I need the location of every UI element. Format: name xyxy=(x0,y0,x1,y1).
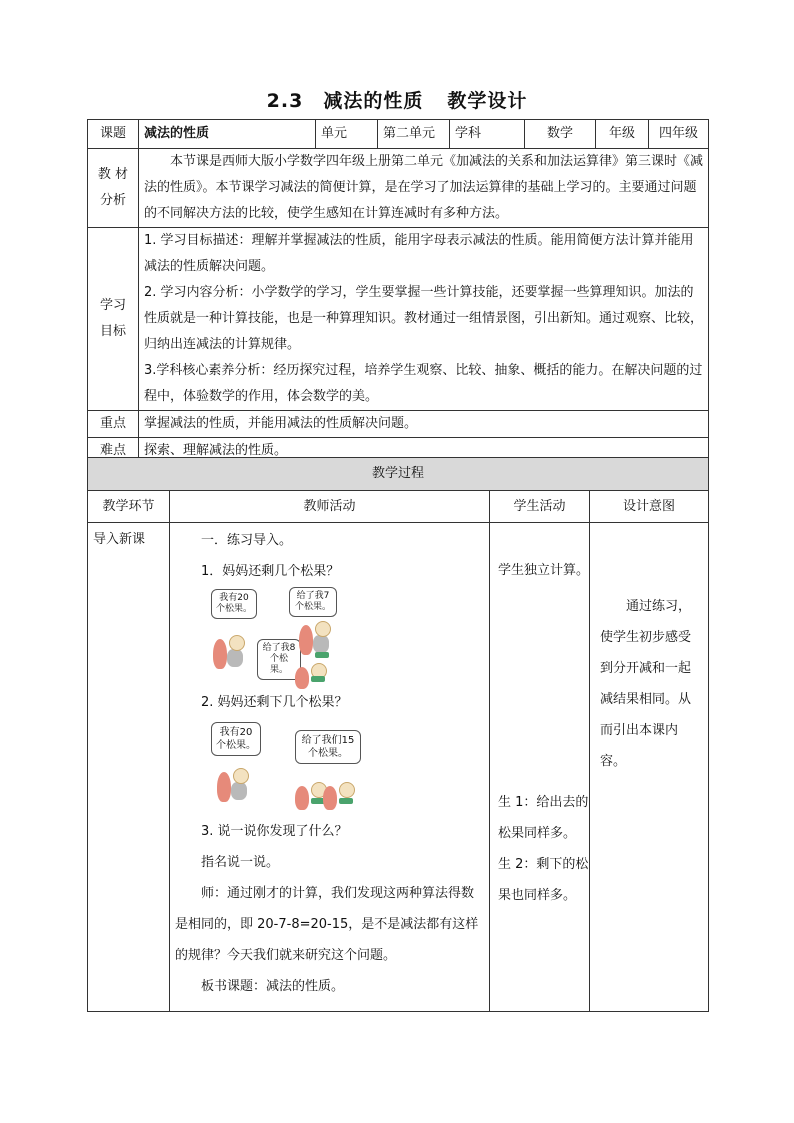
title-sub: 教学设计 xyxy=(447,90,528,112)
subject-label: 学科 xyxy=(450,120,525,149)
analysis-label-line2: 分析 xyxy=(99,193,126,208)
header-teacher: 教师活动 xyxy=(170,491,490,523)
goal-3: 3.学科核心素养分析：经历探究过程，培养学生观察、比较、抽象、概括的能力。在解决问题的过程中，体验数学的作用，体会数学的美。 xyxy=(144,363,703,404)
header-student: 学生活动 xyxy=(490,491,590,523)
speech-bubble: 给了我7个松果。 xyxy=(289,587,337,617)
goal-label-line2: 目标 xyxy=(99,324,126,339)
page-title xyxy=(0,86,794,113)
difficulty-text: 探索、理解减法的性质。 xyxy=(139,438,709,465)
teacher-activity xyxy=(170,523,490,1012)
speech-bubble: 给了我们15个松果。 xyxy=(295,730,361,764)
intro-heading: 一．练习导入。 xyxy=(201,533,293,548)
design-text: 通过练习，使学生初步感受到分开减和一起减结果相同。从而引出本课内容。 xyxy=(600,599,692,769)
squirrel-child-icon xyxy=(305,661,329,687)
call-on-students: 指名说一说。 xyxy=(201,855,280,870)
stage-cell: 导入新课 xyxy=(88,523,170,1012)
goal-label-line1: 学习 xyxy=(99,298,126,313)
speech-bubble: 给了我8个松果。 xyxy=(257,639,301,680)
squirrel-mother-icon xyxy=(227,766,251,812)
question-3: 3. 说一说你发现了什么？ xyxy=(201,824,348,839)
squirrel-mother-icon xyxy=(223,633,247,673)
speech-bubble: 我有20个松果。 xyxy=(211,589,257,619)
analysis-label xyxy=(88,149,139,228)
analysis-text: 本节课是西师大版小学数学四年级上册第二单元《加减法的关系和加法运算律》第三课时《减法的性质》。本节课学习减法的简便计算，是在学习了加法运算律的基础上学习的。主要通过问题的不同解决方法的比较，使学生感知在计算连减时有多种方法。 xyxy=(139,149,709,228)
speech-bubble: 我有20个松果。 xyxy=(211,722,261,756)
question-1: 1．妈妈还剩几个松果？ xyxy=(201,564,340,579)
squirrel-child-icon xyxy=(309,619,333,659)
grade-label: 年级 xyxy=(596,120,649,149)
squirrel-child-icon xyxy=(333,780,357,812)
grade-value: 四年级 xyxy=(649,120,709,149)
goal-text xyxy=(139,228,709,411)
header-design: 设计意图 xyxy=(590,491,709,523)
analysis-label-line1: 教 材 xyxy=(97,167,129,182)
student-answer-2: 生 1：给出去的松果同样多。 xyxy=(498,795,589,841)
squirrel-picture-2 xyxy=(201,718,484,816)
difficulty-label: 难点 xyxy=(88,438,139,465)
design-intent xyxy=(590,523,709,1012)
goal-1: 1. 学习目标描述：理解并掌握减法的性质，能用字母表示减法的性质。能用简便方法计算并能用减法的性质解决问题。 xyxy=(144,233,694,274)
teacher-explanation: 师：通过刚才的计算，我们发现这两种算法得数是相同的，即 20-7-8=20-15，是不是减法都有这样的规律？今天我们就来研究这个问题。 xyxy=(175,886,479,963)
unit-label: 单元 xyxy=(316,120,378,149)
goal-2: 2. 学习内容分析：小学数学的学习，学生要掌握一些计算技能，还要掌握一些算理知识。加法的性质就是一种计算技能，也是一种算理知识。教材通过一组情景图，引出新知。通过观察、比较，归纳出连减法的计算规律。 xyxy=(144,285,704,352)
question-2: 2. 妈妈还剩下几个松果？ xyxy=(201,695,348,710)
subject-value: 数学 xyxy=(525,120,596,149)
topic-label: 课题 xyxy=(88,120,139,149)
student-answer-3: 生 2：剩下的松果也同样多。 xyxy=(498,857,589,903)
topic-value: 减法的性质 xyxy=(139,120,316,149)
title-main: 2.3 减法的性质 xyxy=(266,90,424,112)
student-answer-1: 学生独立计算。 xyxy=(498,563,590,578)
lesson-info-table xyxy=(87,119,709,465)
board-title: 板书课题：减法的性质。 xyxy=(201,979,345,994)
header-stage: 教学环节 xyxy=(88,491,170,523)
key-label: 重点 xyxy=(88,411,139,438)
squirrel-picture-1 xyxy=(201,587,484,687)
process-title: 教学过程 xyxy=(88,458,709,491)
key-text: 掌握减法的性质，并能用减法的性质解决问题。 xyxy=(139,411,709,438)
unit-value: 第二单元 xyxy=(378,120,450,149)
goal-label xyxy=(88,228,139,411)
student-activity xyxy=(490,523,590,1012)
teaching-process-table xyxy=(87,457,709,1012)
